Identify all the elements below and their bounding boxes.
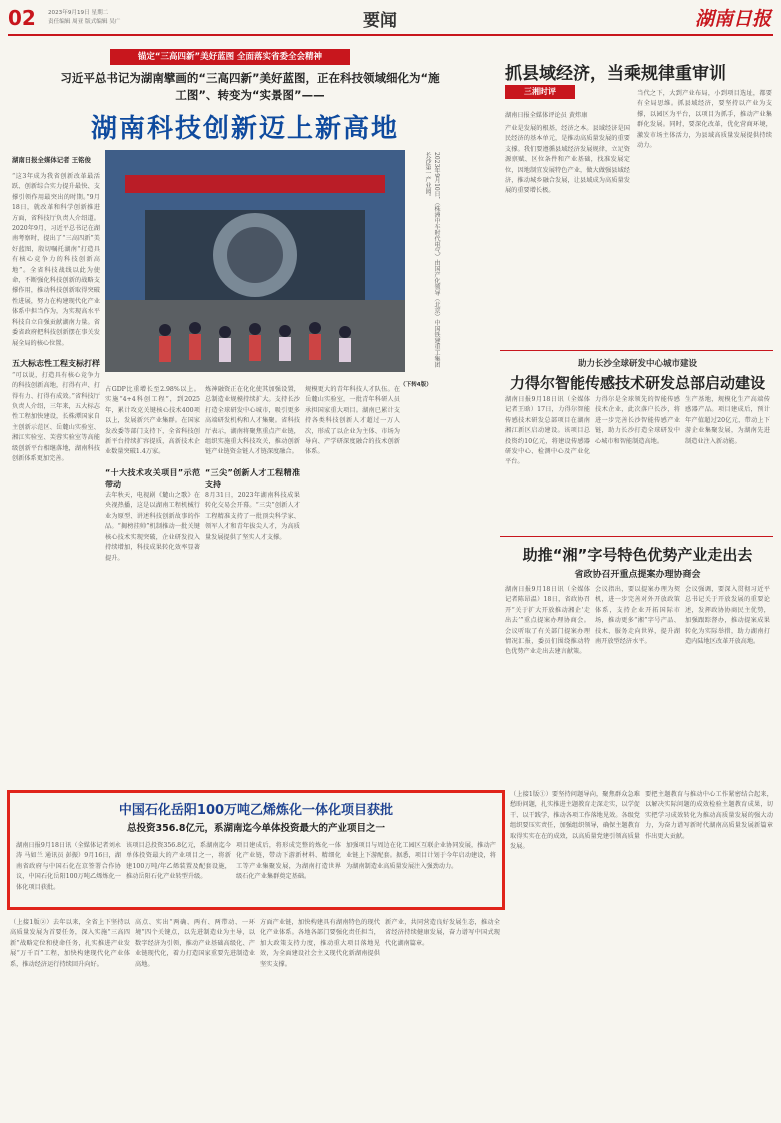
lead-column-3: 炼神融资正在化化使其加强设置，总制造业规模持续扩大。支持长沙打造全球研发中心城市，吸引更多高端研发机构和人才集聚。省科技厅表示，湖南将聚焦重点产业链，组织实施重大科技攻关，推动创新链产业链资金链人才链深度融合。 “三尖”创新人才工程精准支持 8月31日，2023年湖南科技成果转化交易会开幕。“三尖”创新人才工程精准支持了一批顶尖科学家、领军人才和青年拔尖人才，为高质量发展提供了坚实人才支撑。 xyxy=(205,386,300,541)
lead-deck: 习近平总书记为湖南擘画的“三高四新”美好蓝图，正在科技领域细化为“施工图”、转变为“实景图”—— xyxy=(60,71,440,102)
commentary-column-1: 产业是发展的根基，经济之本。县域经济是国民经济的基本单元，是推动高质量发展的重要支撑。我们要遵循县域经济发展规律，立足资源禀赋、区位条件和产业基础，找准发展定位，因地制宜发展特色产业，做大做强县域经济，推动城乡融合发展，让县域成为高质量发展的重要增长极。 xyxy=(505,125,630,195)
story2-title: 力得尔智能传感技术研发总部启动建设 xyxy=(509,374,765,392)
commentary-column-2: 当代之下，大到产业布局，小到项目选址，都要有全局思维。抓县域经济，要坚持以产业为支撑，以园区为平台，以项目为抓手，推动产业集群化发展。同时，要深化改革，优化营商环境，激发市场主体活力，为县域高质量发展提供持续动力。 xyxy=(637,90,772,150)
newspaper-logo xyxy=(683,4,773,30)
issue-date: 2023年9月19日 星期二 xyxy=(48,10,109,16)
commentary-title: 抓县域经济，当乘规律重审训 xyxy=(505,64,726,84)
commentary-byline: 湖南日报全媒体评论员 黄炜康 xyxy=(505,112,588,119)
bottom-column-3: 方面产业链，加快构建具有湖南特色的现代化产业体系。各地各部门要强化责任担当，加大政策支持力度，推动重大项目落地见效，为全面建设社会主义现代化新湖南提供坚实支撑。 xyxy=(260,919,380,968)
boxed-column-4: 加强项目与周边在化工园区互联企业协同发展，推动产业链上下游配套。据悉，项目计划于今年启动建设，将为湖南制造业高质量发展注入强劲动力。 xyxy=(346,842,496,870)
story3-title: 助推“湘”字号特色优势产业走出去 xyxy=(522,546,753,564)
story2-kicker: 助力长沙全球研发中心城市建设 xyxy=(577,359,697,369)
right-divider-2 xyxy=(500,536,773,537)
bottom-column-4: 新产业，共同营造良好发展生态，推动全省经济持续健康发展，奋力谱写中国式现代化湖南篇章。 xyxy=(385,919,500,947)
lead-photo xyxy=(105,150,405,372)
lead-column-4: 规模更大的青年科技人才队伍。在岳麓山实验室，一批青年科研人员承担国家重大项目。湖南已累计支持各类科技创新人才超过一万人次，形成了以企业为主体、市场为导向、产学研深度融合的技术创新体系。 xyxy=(305,386,400,456)
commentary-tag: 三湘时评 xyxy=(505,85,575,99)
story2-column-1: 湖南日报9月18日讯（全媒体记者王晗）17日，力得尔智能传感技术研发总部项目在湖南湘江新区启动建设。该项目总投资约10亿元，将建设传感器研发中心、检测中心及产业化平台。 xyxy=(505,396,590,466)
boxed-column-3: 项目建成后，将形成完整的炼化一体化产业链，带动下游新材料、精细化工等产业集聚发展，为湖南打造世界级石化产业集群奠定基础。 xyxy=(236,842,341,881)
lead-kicker: 锚定“三高四新”美好蓝图 全面落实省委全会精神 xyxy=(110,49,350,65)
lead-byline: 湖南日报全媒体记者 王铭俊 xyxy=(12,156,91,164)
boxed-column-1: 湖南日报9月18日讯（全媒体记者刘永涛 马如兰 通讯员 彭振）9月16日，湖南省政府与中国石化在京签署合作协议，中国石化岳阳100万吨乙烯炼化一体化项目获批。 xyxy=(16,842,121,891)
lead-subhead-1: 五大标志性工程支标打样 xyxy=(12,359,100,369)
lead-column-1: “这3年成为我省创新改革最活跃、创新综合实力提升最快、支撑引领作用最突出的时期。”9月18日，就改革和科学创新推进方面，省科技厅负责人介绍道。2020年9月，习近平总书记在湖南考察时，提出了“三高四新”美好蓝图，殷切嘱托湖南“打造具有核心竞争力的科技创新高地”。全省科技战线以此为使命，不断强化科技创新的战略支撑作用，推动科技创新取得突破性进展，努力在构建现代化产业体系中担当作为，为实现高水平科技自立自强贡献湖南力量。省委省政府把科技创新摆在事关发展全局的核心位置。 五大标志性工程支标打样 “可以说，打造具有核心竞争力的科技创新高地，打得有声、打得有力、打得有成效。”省科技厅负责人介绍，三年来，五大标志性工程加快建设，长株潭国家自主创新示范区、岳麓山实验室、湘江实验室、芙蓉实验室等高能级创新平台相继落地，湖南科技创新体系更加完善。 xyxy=(12,173,100,462)
boxed-column-2: 该项目总投资356.8亿元，系湖南迄今单体投资最大的产业项目之一，将新建100万吨/年乙烯装置及配套设施，推动岳阳石化产业转型升级。 xyxy=(126,842,231,881)
page-editors: 责任编辑 周亚 版式编辑 吴广 xyxy=(48,19,121,25)
story2-column-3: 生产基地，规模化生产高端传感器产品。项目建成后，预计年产值超过20亿元，带动上下游企业集聚发展，为湖南先进制造业注入新动能。 xyxy=(685,396,770,445)
lead-headline: 湖南科技创新迈上新高地 xyxy=(90,114,399,144)
boxed-story-subtitle: 总投资356.8亿元，系湖南迄今单体投资最大的产业项目之一 xyxy=(126,823,386,834)
lead-column-2: 占GDP比重增长至2.98%以上。实施“4+4科创工程”，到2025年，累计攻克关键核心技术400项以上，发展新兴产业集群。在国家发改委等部门支持下，全省科技创新平台持续扩容提质，高新技术企业数量突破1.4万家。 “十大技术攻关项目”示范带动 去年秋天，电视剧《麓山之歌》在央视热播，这是以湖南工程机械行业为原型、讲述科技创新故事的作品。“揭榜挂帅”机制推动一批关键核心技术实现突破，企业研发投入持续增加，科技成果转化效率显著提升。 xyxy=(105,386,200,562)
right-divider-1 xyxy=(500,350,773,351)
bottom-right-column-1: （上接1版①）要坚持问题导向，聚焦群众急难愁盼问题，扎实推进主题教育走深走实，以学促干、以干践学，推动各项工作落地见效。各级党组织要压实责任，加强组织领导，确保主题教育取得实实在在的成效，以高质量党建引领高质量发展。 xyxy=(510,791,640,851)
boxed-story-title: 中国石化岳阳100万吨乙烯炼化一体化项目获批 xyxy=(118,803,394,818)
bottom-column-1: （上接1版②）去年以来，全省上下坚持以高质量发展为首要任务，深入实施“三高四新”战略定位和使命任务，扎实推进产业发展“万千百”工程，加快构建现代化产业体系，推动经济运行持续回升向好。 xyxy=(10,919,130,968)
story3-subtitle: 省政协召开重点提案办理协商会 xyxy=(574,570,701,580)
lead-photo-caption: 2023年9月10日，（株洲中车时代电气）由国产化领导（北京）中国铁建重工集团长沙第一产业园。 xyxy=(424,152,440,368)
masthead xyxy=(8,6,773,32)
logo-text: 湖南日报 xyxy=(694,8,771,30)
story2-column-2: 力得尔是全球领先的智能传感技术企业，此次落户长沙，将进一步完善长沙智能传感产业链，助力长沙打造全球研发中心城市和智能制造高地。 xyxy=(595,396,680,445)
section-title: 要闻 xyxy=(363,11,397,31)
page-number: 02 xyxy=(8,6,36,30)
story3-column-3: 会议强调，要深入贯彻习近平总书记关于开放发展的重要论述，发挥政协协商民主优势，加强跟踪督办，推动提案成果转化为实际举措，助力湖南打造内陆地区改革开放高地。 xyxy=(685,586,770,646)
lead-subhead-3: “三尖”创新人才工程精准支持 xyxy=(205,468,300,489)
masthead-rule xyxy=(8,34,773,36)
story3-column-1: 湖南日报9月18日讯（全媒体记者陈昂温）18日，省政协召开“关于扩大开放推动湘企‘走出去’”重点提案办理协商会。会议听取了有关部门提案办理情况汇报，委员们围绕推动特色优势产业走出去建言献策。 xyxy=(505,586,590,656)
boxed-story xyxy=(7,790,505,910)
story3-column-2: 会议指出，要以提案办理为契机，进一步完善对外开放政策体系，支持企业开拓国际市场，推动更多“湘”字号产品、技术、服务走向世界，提升湖南开放型经济水平。 xyxy=(595,586,680,646)
continued-notice: （下转4版） xyxy=(400,382,432,388)
bottom-right-column-2: 要把主题教育与推动中心工作紧密结合起来，以解决实际问题的成效检验主题教育成果，切实把学习成效转化为推动高质量发展的强大动力，为奋力谱写新时代湖南高质量发展新篇章作出更大贡献。 xyxy=(645,791,773,840)
lead-subhead-2: “十大技术攻关项目”示范带动 xyxy=(105,468,200,489)
bottom-column-2: 高点、实出“两确、两有、两带动、一环境”四个关键点，以先进制造业为主导，以数字经济为引领，推动产业基础高级化、产业链现代化，着力打造国家重要先进制造业高地。 xyxy=(135,919,255,968)
